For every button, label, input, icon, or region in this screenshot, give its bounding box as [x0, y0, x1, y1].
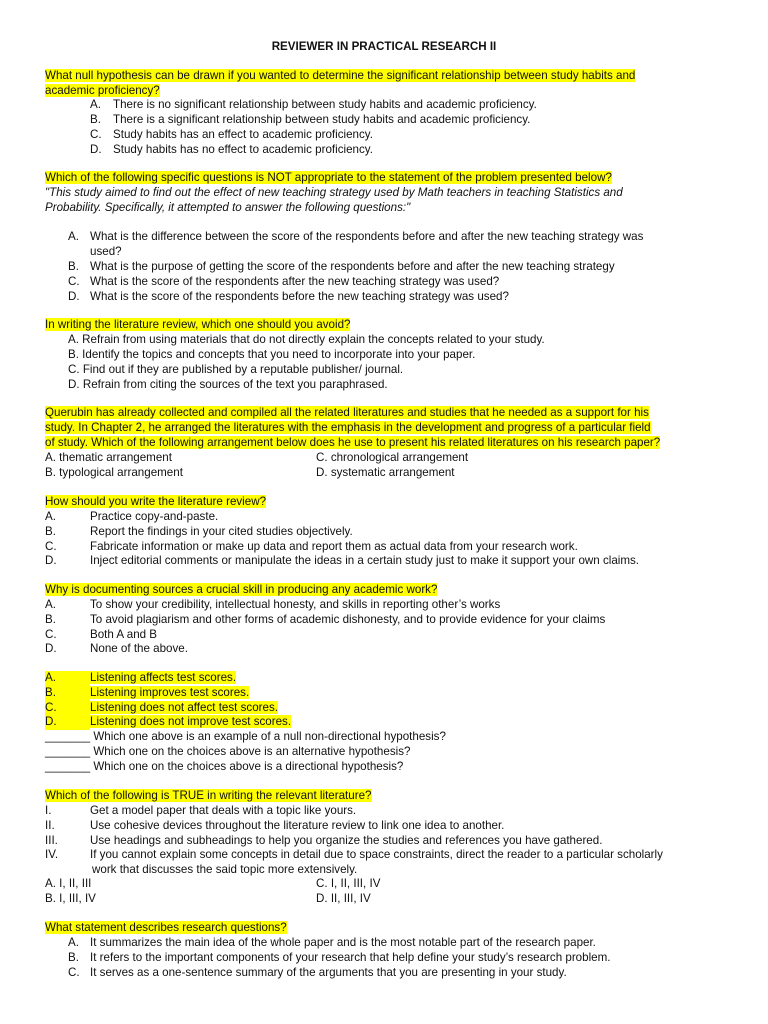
- q2-option-d: What is the score of the respondents before the new teaching strategy was used?: [90, 290, 509, 303]
- q7-blank-3: _______ Which one on the choices above is a directional hypothesis?: [45, 760, 404, 773]
- q7-blank-2: _______ Which one on the choices above is an alternative hypothesis?: [45, 745, 411, 758]
- q8-item-4-num: IV.: [45, 848, 59, 861]
- q2-option-a-letter: A.: [68, 230, 79, 243]
- q9-option-b: It refers to the important components of your research that help define your study’s research problem.: [90, 951, 611, 964]
- q8-option-a: A. I, II, III: [45, 877, 92, 890]
- q2-option-c: What is the score of the respondents after the new teaching strategy was used?: [90, 275, 500, 288]
- q9-option-b-letter: B.: [68, 951, 79, 964]
- q3-option-b: B. Identify the topics and concepts that you need to incorporate into your paper.: [68, 348, 476, 361]
- q1-option-a: There is no significant relationship between study habits and academic proficiency.: [113, 98, 537, 111]
- question-4-stem-2: study. In Chapter 2, he arranged the literatures with the emphasis in the development and progress of a particular field: [45, 421, 651, 434]
- question-3-stem: In writing the literature review, which one should you avoid?: [45, 318, 351, 331]
- q1-option-d-letter: D.: [90, 143, 102, 156]
- q8-option-d: D. II, III, IV: [316, 892, 371, 905]
- q4-option-b: B. typological arrangement: [45, 466, 183, 479]
- question-6-stem: Why is documenting sources a crucial skill in producing any academic work?: [45, 583, 438, 596]
- q8-item-3: Use headings and subheadings to help you organize the studies and references you have gathered.: [90, 834, 603, 847]
- q8-item-4: If you cannot explain some concepts in detail due to space constraints, direct the reader to a particular scholarly: [90, 848, 663, 861]
- q8-item-1: Get a model paper that deals with a topic like yours.: [90, 804, 357, 817]
- question-4-stem: Querubin has already collected and compiled all the related literatures and studies that he needed as a support for his: [45, 406, 649, 419]
- q9-option-c: It serves as a one-sentence summary of the arguments that you are presenting in your study.: [90, 966, 567, 979]
- question-1-stem: What null hypothesis can be drawn if you wanted to determine the significant relationship between study habits and: [45, 69, 636, 82]
- q7-choice-d: D. Listening does not improve test scores.: [45, 715, 292, 728]
- q8-item-2-num: II.: [45, 819, 55, 832]
- q1-option-c: Study habits has an effect to academic proficiency.: [113, 128, 373, 141]
- q6-option-c-letter: C.: [45, 628, 57, 641]
- q6-option-d: None of the above.: [90, 642, 188, 655]
- q5-option-d-letter: D.: [45, 554, 57, 567]
- q9-option-a: It summarizes the main idea of the whole paper and is the most notable part of the research paper.: [90, 936, 596, 949]
- q2-option-a-cont: used?: [90, 245, 122, 258]
- q7-choice-c: C. Listening does not affect test scores.: [45, 701, 278, 714]
- q1-option-b-letter: B.: [90, 113, 101, 126]
- q2-option-a: What is the difference between the score of the respondents before and after the new teaching strategy was: [90, 230, 644, 243]
- q6-option-a-letter: A.: [45, 598, 56, 611]
- q8-item-2: Use cohesive devices throughout the literature review to link one idea to another.: [90, 819, 505, 832]
- q4-option-d: D. systematic arrangement: [316, 466, 455, 479]
- q5-option-c-letter: C.: [45, 540, 57, 553]
- q6-option-d-letter: D.: [45, 642, 57, 655]
- q6-option-b: To avoid plagiarism and other forms of academic dishonesty, and to provide evidence for your claims: [90, 613, 606, 626]
- q7-blank-1: _______ Which one above is an example of a null non-directional hypothesis?: [45, 730, 446, 743]
- question-9-stem: What statement describes research questions?: [45, 921, 287, 934]
- q2-option-d-letter: D.: [68, 290, 80, 303]
- q5-option-d: Inject editorial comments or manipulate the ideas in a certain study just to make it support your own claims.: [90, 554, 640, 567]
- q9-option-a-letter: A.: [68, 936, 79, 949]
- q4-option-c: C. chronological arrangement: [316, 451, 469, 464]
- question-5-stem: How should you write the literature review?: [45, 495, 267, 508]
- question-1-stem-cont: academic proficiency?: [45, 83, 160, 97]
- q8-option-c: C. I, II, III, IV: [316, 877, 381, 890]
- q7-choice-a: A. Listening affects test scores.: [45, 671, 237, 684]
- q1-option-b: There is a significant relationship between study habits and academic proficiency.: [113, 113, 531, 126]
- q8-option-b: B. I, III, IV: [45, 892, 96, 905]
- question-2-quote-cont: Probability. Specifically, it attempted to answer the following questions:": [45, 201, 411, 214]
- q5-option-a: Practice copy-and-paste.: [90, 510, 219, 523]
- q4-option-a: A. thematic arrangement: [45, 451, 172, 464]
- q5-option-b: Report the findings in your cited studies objectively.: [90, 525, 353, 538]
- q6-option-c: Both A and B: [90, 628, 158, 641]
- question-4-stem-3: of study. Which of the following arrangement below does he use to present his related literatures on his research paper?: [45, 436, 661, 449]
- q8-item-1-num: I.: [45, 804, 52, 817]
- q1-option-d: Study habits has no effect to academic proficiency.: [113, 143, 373, 156]
- q2-option-c-letter: C.: [68, 275, 80, 288]
- q2-option-b: What is the purpose of getting the score of the respondents before and after the new teaching strategy: [90, 260, 615, 273]
- document-title: REVIEWER IN PRACTICAL RESEARCH II: [271, 40, 497, 53]
- q8-item-3-num: III.: [45, 834, 58, 847]
- question-2-stem: Which of the following specific questions is NOT appropriate to the statement of the problem presented below?: [45, 171, 612, 184]
- q7-choice-b: B. Listening improves test scores.: [45, 686, 250, 699]
- q5-option-b-letter: B.: [45, 525, 56, 538]
- q1-option-c-letter: C.: [90, 128, 102, 141]
- question-8-stem: Which of the following is TRUE in writing the relevant literature?: [45, 789, 372, 802]
- question-2-quote: "This study aimed to find out the effect of new teaching strategy used by Math teachers in teaching Statistics and: [45, 186, 623, 199]
- q3-option-c: C. Find out if they are published by a reputable publisher/ journal.: [68, 363, 404, 376]
- q8-item-4-cont: work that discusses the said topic more extensively.: [92, 863, 358, 876]
- q6-option-a: To show your credibility, intellectual honesty, and skills in reporting other’s works: [90, 598, 501, 611]
- q5-option-a-letter: A.: [45, 510, 56, 523]
- q6-option-b-letter: B.: [45, 613, 56, 626]
- q5-option-c: Fabricate information or make up data and report them as actual data from your research work.: [90, 540, 578, 553]
- q9-option-c-letter: C.: [68, 966, 80, 979]
- q3-option-a: A. Refrain from using materials that do not directly explain the concepts related to your study.: [68, 333, 545, 346]
- q1-option-a-letter: A.: [90, 98, 101, 111]
- q2-option-b-letter: B.: [68, 260, 79, 273]
- q3-option-d: D. Refrain from citing the sources of the text you paraphrased.: [68, 378, 388, 391]
